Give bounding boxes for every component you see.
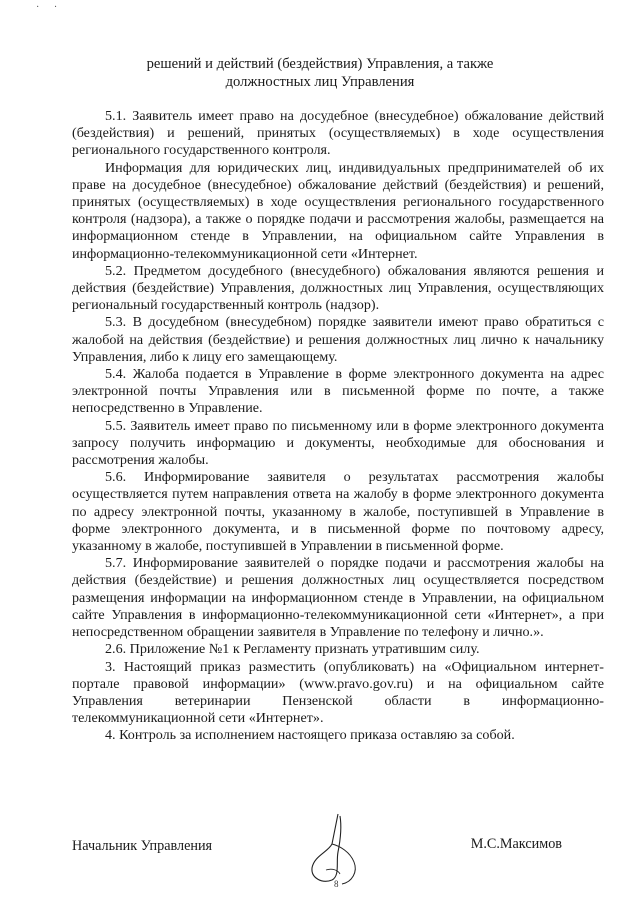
signatory-name: М.С.Максимов [470, 836, 562, 852]
paragraph-5-6: 5.6. Информирование заявителя о результатах рассмотрения жалобы осуществляется путем направления ответа на жалобу в форме электронного документа по адресу электронной почты, указанному в жалобе, поступившей в Управление в форме электронного документа, и в письменной форме по почтовому адресу, указанному в жалобе, поступившей в Управлении в письменной форме. [72, 469, 604, 555]
document-body [72, 108, 604, 745]
paragraph-5-2: 5.2. Предметом досудебного (внесудебного) обжалования являются решения и действия (бездействие) Управления, должностных лиц Управления, осуществляющих региональный государственный контроль (надзор). [72, 262, 604, 314]
section-heading-line-1: решений и действий (бездействия) Управления, а также [146, 56, 494, 72]
paragraph-5-3: 5.3. В досудебном (внесудебном) порядке заявители имеют право обратиться с жалобой на действия (бездействие) и решения должностных лиц лично к начальнику Управления, либо к лицу его замещающему. [72, 314, 604, 365]
paragraph-5-7: 5.7. Информирование заявителей о порядке подачи и рассмотрения жалобы на действия (бездействие) и решения должностных лиц осуществляется посредством размещения информации на информационном стенде в Управлении, на официальном сайте Управления в информационно-телекоммуникационной сети «Интернет», а при непосредственном обращении заявителя в Управление по телефону и лично.». [72, 555, 604, 641]
section-heading-line-2: должностных лиц Управления [225, 74, 415, 90]
section-heading [60, 55, 580, 91]
signature-block [72, 838, 604, 868]
paragraph-info: Информация для юридических лиц, индивидуальных предпринимателей об их праве на досудебное (внесудебное) обжалование действий (бездействия) и решений, принятых (осуществляемых) в ходе осуществления регионального государственного контроля (надзора), а также о порядке подачи и рассмотрения жалобы, размещается на информационном стенде в Управлении, на официальном сайте Управления в информационно-телекоммуникационной сети «Интернет. [72, 159, 604, 262]
corner-mark: · · [36, 2, 64, 13]
paragraph-5-1: 5.1. Заявитель имеет право на досудебное (внесудебное) обжалование действий (бездействия) и решений, принятых (осуществляемых) в ходе осуществления регионального государственного контроля. [72, 108, 604, 159]
signatory-title: Начальник Управления [72, 838, 213, 854]
page-number: 8 [334, 879, 339, 889]
paragraph-3: 3. Настоящий приказ разместить (опубликовать) на «Официальном интернет-портале правовой информации» (www.pravo.gov.ru) и на официальном сайте Управления ветеринарии Пензенской области в информационно-телекоммуникационной сети «Интернет». [72, 658, 604, 727]
paragraph-2-6: 2.6. Приложение №1 к Регламенту признать утратившим силу. [105, 641, 480, 658]
paragraph-4: 4. Контроль за исполнением настоящего приказа оставляю за собой. [105, 727, 515, 744]
paragraph-5-5: 5.5. Заявитель имеет право по письменному или в форме электронного документа запросу получить информацию и документы, необходимые для обоснования и рассмотрения жалобы. [72, 417, 604, 469]
paragraph-5-4: 5.4. Жалоба подается в Управление в форме электронного документа на адрес электронной почты Управления или в письменной форме по почте, а также непосредственно в Управление. [72, 366, 604, 417]
